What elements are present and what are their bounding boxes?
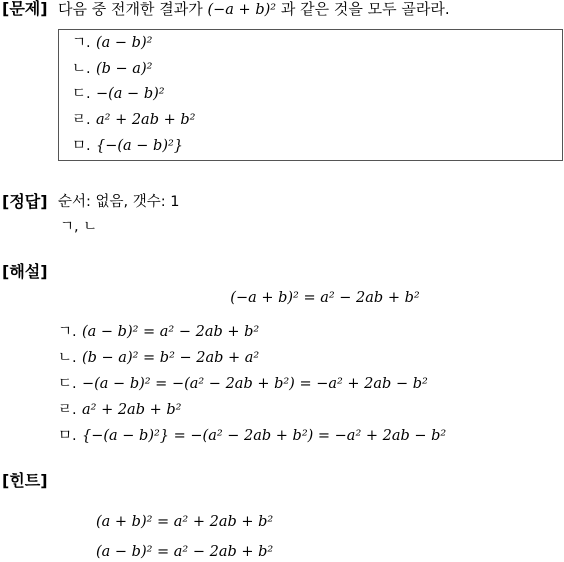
explanation-expression: {−(a − b)²} = −(a² − 2ab + b²) = −a² + 2ab − b² [82, 428, 447, 444]
prompt-math: (−a + b)² [207, 2, 277, 18]
explanation-line [58, 427, 446, 445]
explanation-marker: ㄹ. [58, 402, 77, 418]
choice-item [72, 34, 152, 52]
choice-marker: ㄷ. [72, 86, 91, 102]
choice-expression: −(a − b)² [96, 86, 165, 102]
hint-equation: (a + b)² = a² + 2ab + b² [96, 514, 274, 530]
hint-equation: (a − b)² = a² − 2ab + b² [96, 544, 274, 560]
choice-expression: {−(a − b)²} [96, 138, 184, 154]
explanation-marker: ㅁ. [58, 428, 77, 444]
prompt-text-after: 과 같은 것을 모두 골라라. [280, 0, 450, 18]
choice-item [72, 60, 152, 78]
choice-marker: ㄱ. [72, 35, 91, 51]
choice-marker: ㅁ. [72, 138, 91, 154]
explanation-expression: −(a − b)² = −(a² − 2ab + b²) = −a² + 2ab − b² [82, 376, 428, 392]
explanation-line [58, 349, 259, 367]
explanation-line [58, 375, 428, 393]
explanation-marker: ㄷ. [58, 376, 77, 392]
choice-expression: (b − a)² [96, 61, 153, 77]
problem-label: [문제] [2, 0, 48, 18]
answer-label: [정답] [2, 192, 48, 211]
explanation-label: [해설] [2, 262, 48, 281]
problem-prompt [58, 0, 450, 19]
choice-expression: a² + 2ab + b² [96, 112, 196, 128]
explanation-marker: ㄱ. [58, 324, 77, 340]
explanation-expression: (b − a)² = b² − 2ab + a² [82, 350, 260, 366]
hint-label: [힌트] [2, 471, 48, 490]
prompt-text-before: 다음 중 전개한 결과가 [58, 0, 203, 18]
choice-item [72, 137, 183, 155]
choice-marker: ㄹ. [72, 112, 91, 128]
choice-marker: ㄴ. [72, 61, 91, 77]
explanation-expression: a² + 2ab + b² [82, 402, 182, 418]
explanation-line [58, 401, 181, 419]
answer-meta: 순서: 없음, 갯수: 1 [58, 194, 180, 210]
choice-item [72, 111, 195, 129]
explanation-marker: ㄴ. [58, 350, 77, 366]
answer-choices: ㄱ, ㄴ [60, 219, 98, 235]
explanation-main-equation: (−a + b)² = a² − 2ab + b² [230, 290, 420, 306]
choice-item [72, 85, 165, 103]
explanation-expression: (a − b)² = a² − 2ab + b² [82, 324, 260, 340]
choice-expression: (a − b)² [96, 35, 153, 51]
explanation-line [58, 323, 259, 341]
